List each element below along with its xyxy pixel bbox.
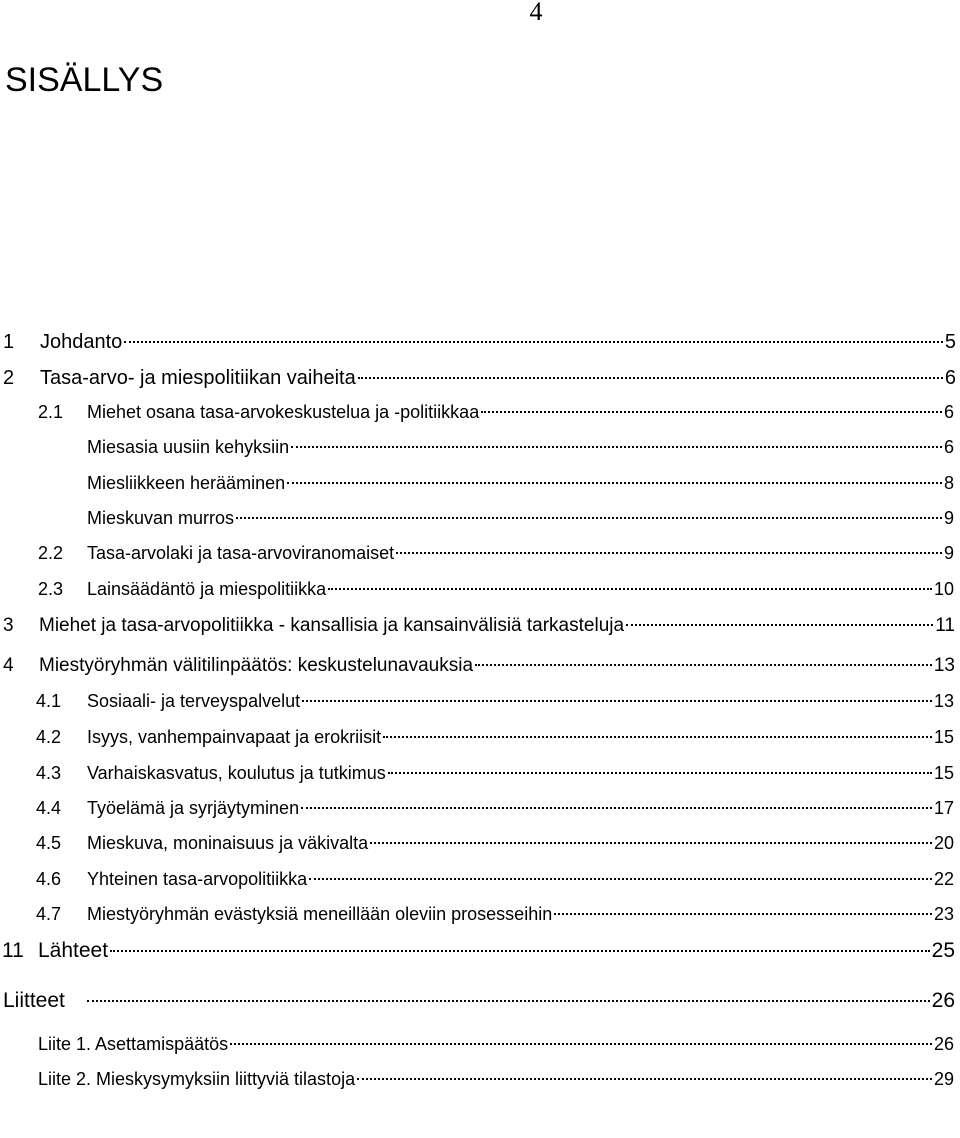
toc-title: SISÄLLYS — [5, 61, 164, 99]
toc-entry-number: 4 — [3, 655, 14, 676]
toc-entry-label: Lähteet — [38, 939, 109, 962]
toc-entry-page: 15 — [933, 763, 954, 783]
toc-entry-number: 2.3 — [38, 579, 64, 599]
toc-entry[interactable] — [0, 468, 954, 498]
toc-entry[interactable] — [0, 503, 954, 533]
toc-dot-leader — [328, 588, 932, 590]
toc-dot-leader — [358, 377, 943, 379]
toc-entry[interactable] — [0, 1064, 954, 1094]
toc-entry[interactable] — [0, 651, 955, 681]
toc-entry[interactable] — [0, 1029, 954, 1059]
toc-entry-page: 10 — [933, 579, 954, 599]
toc-dot-leader — [357, 1078, 932, 1080]
toc-entry[interactable] — [0, 936, 955, 966]
toc-dot-leader — [110, 950, 930, 952]
toc-dot-leader — [626, 624, 933, 626]
toc-entry[interactable] — [0, 864, 954, 894]
toc-dot-leader — [383, 736, 932, 738]
toc-entry[interactable] — [0, 363, 956, 393]
toc-entry[interactable] — [0, 758, 954, 788]
toc-dot-leader — [302, 700, 932, 702]
toc-entry-label: Isyys, vanhempainvapaat ja erokriisit — [87, 727, 382, 747]
toc-entry-page: 25 — [931, 939, 955, 962]
toc-entry-label: Tasa-arvolaki ja tasa-arvoviranomaiset — [87, 543, 395, 563]
toc-dot-leader — [230, 1043, 932, 1045]
toc-entry-label: Mieskuva, moninaisuus ja väkivalta — [87, 833, 369, 853]
toc-entry-label: Työelämä ja syrjäytyminen — [87, 798, 300, 818]
toc-entry-page: 23 — [933, 904, 954, 924]
toc-entry-page: 11 — [935, 615, 955, 636]
toc-entry-page: 13 — [933, 691, 954, 711]
toc-entry[interactable] — [0, 722, 954, 752]
toc-entry-number: 4.6 — [36, 869, 62, 889]
toc-entry-label: Johdanto — [40, 331, 123, 353]
toc-entry[interactable] — [0, 686, 954, 716]
toc-entry-number: 4.2 — [36, 727, 62, 747]
toc-entry[interactable] — [0, 397, 954, 427]
toc-entry-number: 2 — [3, 367, 15, 389]
toc-entry[interactable] — [0, 899, 954, 929]
toc-entry-page: 17 — [933, 798, 954, 818]
toc-entry[interactable] — [0, 432, 954, 462]
toc-entry-label: Sosiaali- ja terveyspalvelut — [87, 691, 301, 711]
toc-entry-label: Miestyöryhmän evästyksiä meneillään oleviin prosesseihin — [87, 904, 553, 924]
toc-entry-label: Varhaiskasvatus, koulutus ja tutkimus — [87, 763, 386, 783]
page-number: 4 — [529, 0, 543, 26]
toc-dot-leader — [475, 664, 932, 666]
toc-entry-label: Liite 2. Mieskysymyksiin liittyviä tilastoja — [38, 1069, 356, 1089]
toc-entry-page: 8 — [943, 473, 954, 493]
toc-entry-number: 2.1 — [38, 402, 64, 422]
toc-entry-number: 4.7 — [36, 904, 62, 924]
toc-entry-page: 9 — [943, 508, 954, 528]
toc-entry-page: 22 — [933, 869, 954, 889]
toc-entry-page: 6 — [943, 437, 954, 457]
toc-entry-page: 29 — [933, 1069, 954, 1089]
toc-entry-page: 13 — [933, 655, 955, 676]
toc-dot-leader — [370, 842, 932, 844]
toc-entry-page: 6 — [944, 367, 956, 389]
toc-entry-label: Miesliikkeen herääminen — [87, 473, 286, 493]
toc-entry-page: 5 — [944, 331, 956, 353]
toc-entry-page: 6 — [943, 402, 954, 422]
toc-entry-number: 2.2 — [38, 543, 64, 563]
toc-entry-number: 1 — [3, 331, 15, 353]
toc-entry[interactable] — [0, 793, 954, 823]
toc-entry-page: 20 — [933, 833, 954, 853]
toc-entry[interactable] — [0, 574, 954, 604]
toc-entry-number: 4.4 — [36, 798, 62, 818]
toc-entry[interactable] — [0, 986, 955, 1016]
toc-dot-leader — [291, 446, 942, 448]
toc-entry-number: 3 — [3, 615, 14, 636]
toc-entry-label: Miehet ja tasa-arvopolitiikka - kansallisia ja kansainvälisiä tarkasteluja — [39, 615, 625, 636]
toc-dot-leader — [481, 411, 942, 413]
toc-entry-label: Tasa-arvo- ja miespolitiikan vaiheita — [40, 367, 356, 389]
toc-entry[interactable] — [0, 828, 954, 858]
toc-dot-leader — [236, 517, 942, 519]
toc-entry-page: 26 — [931, 989, 955, 1012]
toc-entry-label: Liitteet — [3, 989, 65, 1012]
toc-entry-label: Liite 1. Asettamispäätös — [38, 1034, 229, 1054]
toc-entry[interactable] — [0, 538, 954, 568]
toc-entry-number: 4.3 — [36, 763, 62, 783]
toc-entry-number: 4.5 — [36, 833, 62, 853]
toc-entry-label: Miesasia uusiin kehyksiin — [87, 437, 290, 457]
toc-dot-leader — [287, 482, 942, 484]
toc-entry-label: Yhteinen tasa-arvopolitiikka — [87, 869, 308, 889]
toc-dot-leader — [554, 913, 932, 915]
toc-entry[interactable] — [0, 611, 955, 641]
toc-entry-label: Miestyöryhmän välitilinpäätös: keskustelunavauksia — [39, 655, 474, 676]
toc-dot-leader — [396, 552, 942, 554]
toc-entry-page: 9 — [943, 543, 954, 563]
toc-dot-leader — [309, 878, 932, 880]
toc-dot-leader — [124, 341, 943, 343]
toc-dot-leader — [87, 1000, 930, 1002]
toc-dot-leader — [388, 772, 932, 774]
toc-entry[interactable] — [0, 327, 956, 357]
toc-entry-label: Miehet osana tasa-arvokeskustelua ja -politiikkaa — [87, 402, 480, 422]
toc-entry-label: Mieskuvan murros — [87, 508, 235, 528]
toc-entry-page: 15 — [933, 727, 954, 747]
toc-entry-number: 11 — [2, 939, 24, 962]
toc-entry-label: Lainsäädäntö ja miespolitiikka — [87, 579, 327, 599]
toc-entry-number: 4.1 — [36, 691, 62, 711]
toc-entry-page: 26 — [933, 1034, 954, 1054]
toc-dot-leader — [301, 807, 932, 809]
